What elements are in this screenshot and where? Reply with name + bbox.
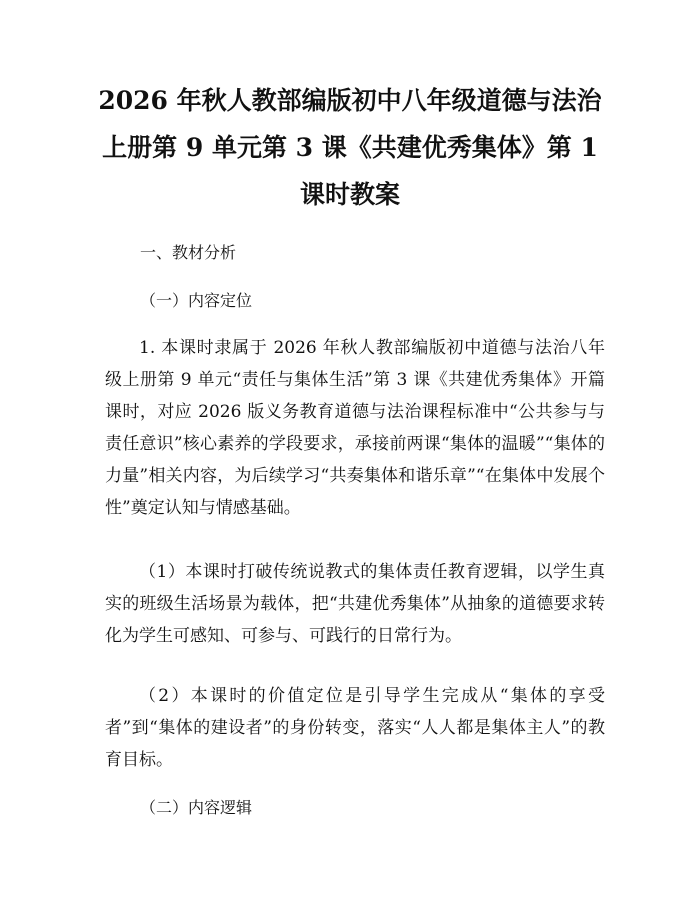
subsection-heading-content-logic: （二）内容逻辑 [140, 798, 253, 817]
paragraph-3: （2）本课时的价值定位是引导学生完成从“集体的享受者”到“集体的建设者”的身份转变，落实“人人都是集体主人”的教育目标。 [105, 686, 605, 770]
subsection-heading-content-positioning: （一）内容定位 [140, 291, 253, 310]
section-heading-materials-analysis: 一、教材分析 [140, 243, 237, 262]
paragraph-2: （1）本课时打破传统说教式的集体责任教育逻辑，以学生真实的班级生活场景为载体，把“共建优秀集体”从抽象的道德要求转化为学生可感知、可参与、可践行的日常行为。 [105, 562, 605, 646]
document-title-line-3: 课时教案 [299, 180, 400, 209]
document-title-line-1: 2026 年秋人教部编版初中八年级道德与法治 [98, 86, 602, 115]
document-title-line-2: 上册第 9 单元第 3 课《共建优秀集体》第 1 [102, 133, 598, 162]
paragraph-1: 1. 本课时隶属于 2026 年秋人教部编版初中道德与法治八年级上册第 9 单元“责任与集体生活”第 3 课《共建优秀集体》开篇课时，对应 2026 版义务教育道德与法治课程标准中“公共参与与责任意识”核心素养的学段要求，承接前两课“集体的温暖”“集体的力量”相关内容，为后续学习“共奏集体和谐乐章”“在集体中发展个性”奠定认知与情感基础。 [105, 338, 605, 518]
